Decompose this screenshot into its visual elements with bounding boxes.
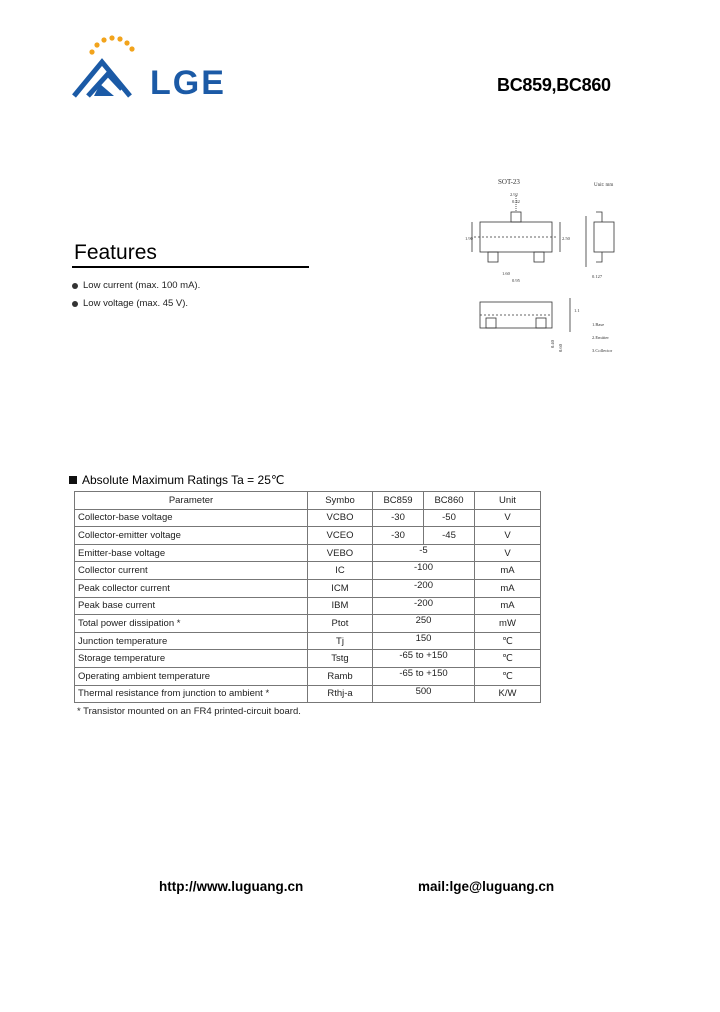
- ratings-heading-text: Absolute Maximum Ratings Ta = 25℃: [82, 473, 285, 487]
- value-cell: -5: [373, 544, 475, 562]
- param-cell: Emitter-base voltage: [75, 544, 308, 562]
- dim-label: 2.50: [562, 236, 570, 241]
- unit-cell: mA: [475, 579, 541, 597]
- square-bullet-icon: [69, 476, 77, 484]
- value-cell: 250: [373, 615, 475, 633]
- param-cell: Collector-emitter voltage: [75, 527, 308, 545]
- ratings-heading: [69, 473, 284, 487]
- value-cell: 150: [373, 632, 475, 650]
- table-row: [75, 650, 541, 668]
- package-name: SOT-23: [498, 178, 520, 186]
- pin-label: 3.Collector: [592, 348, 613, 353]
- value-cell: 500: [373, 685, 475, 703]
- table-row: [75, 615, 541, 633]
- column-header: Unit: [475, 492, 541, 510]
- param-cell: Operating ambient temperature: [75, 667, 308, 685]
- dim-label: 1.1: [574, 308, 580, 313]
- value-cell: -30: [373, 509, 424, 527]
- symbol-cell: VCBO: [308, 509, 373, 527]
- param-cell: Peak base current: [75, 597, 308, 615]
- unit-cell: V: [475, 527, 541, 545]
- param-cell: Junction temperature: [75, 632, 308, 650]
- symbol-cell: Ptot: [308, 615, 373, 633]
- feature-item: [72, 298, 188, 309]
- value-cell: -50: [424, 509, 475, 527]
- unit-cell: V: [475, 544, 541, 562]
- logo-mark-icon: [70, 34, 250, 104]
- value-cell: -30: [373, 527, 424, 545]
- unit-cell: mA: [475, 597, 541, 615]
- symbol-cell: Rthj-a: [308, 685, 373, 703]
- unit-cell: mA: [475, 562, 541, 580]
- table-row: [75, 685, 541, 703]
- symbol-cell: IC: [308, 562, 373, 580]
- website-link[interactable]: http://www.luguang.cn: [159, 879, 304, 894]
- table-row: [75, 509, 541, 527]
- unit-cell: ℃: [475, 667, 541, 685]
- value-cell: -65 to +150: [373, 650, 475, 668]
- symbol-cell: Ramb: [308, 667, 373, 685]
- features-heading: Features: [74, 241, 157, 264]
- value-cell: -65 to +150: [373, 667, 475, 685]
- unit-cell: K/W: [475, 685, 541, 703]
- table-header-row: [75, 492, 541, 510]
- company-logo: [70, 34, 250, 104]
- param-cell: Peak collector current: [75, 579, 308, 597]
- table-row: [75, 527, 541, 545]
- feature-text: Low voltage (max. 45 V).: [83, 298, 189, 309]
- part-number-title: BC859,BC860: [497, 75, 611, 95]
- pin-label: 2.Emitter: [592, 335, 609, 340]
- dim-label: 1.60: [502, 271, 510, 276]
- symbol-cell: VEBO: [308, 544, 373, 562]
- table-row: [75, 597, 541, 615]
- value-cell: -200: [373, 579, 475, 597]
- feature-text: Low current (max. 100 mA).: [83, 280, 201, 291]
- param-cell: Thermal resistance from junction to ambient *: [75, 685, 308, 703]
- table-row: [75, 579, 541, 597]
- param-cell: Collector-base voltage: [75, 509, 308, 527]
- param-cell: Storage temperature: [75, 650, 308, 668]
- dim-label: 0.60: [558, 344, 563, 352]
- symbol-cell: IBM: [308, 597, 373, 615]
- table-footnote: * Transistor mounted on an FR4 printed-circuit board.: [77, 706, 301, 717]
- unit-cell: mW: [475, 615, 541, 633]
- symbol-cell: Tstg: [308, 650, 373, 668]
- dim-label: 0.95: [512, 278, 520, 283]
- logo-text: LGE: [150, 64, 226, 102]
- column-header: BC860: [424, 492, 475, 510]
- bullet-icon: [72, 301, 78, 307]
- dim-label: 0.127: [592, 274, 603, 279]
- table-row: [75, 667, 541, 685]
- dim-label: 1.90: [465, 236, 473, 241]
- symbol-cell: ICM: [308, 579, 373, 597]
- unit-cell: ℃: [475, 632, 541, 650]
- symbol-cell: Tj: [308, 632, 373, 650]
- param-cell: Total power dissipation *: [75, 615, 308, 633]
- unit-label: Unit: mm: [594, 183, 614, 188]
- package-drawing: [462, 172, 632, 362]
- table-row: [75, 544, 541, 562]
- email-link[interactable]: mail:lge@luguang.cn: [418, 879, 555, 894]
- table-row: [75, 632, 541, 650]
- unit-cell: ℃: [475, 650, 541, 668]
- param-cell: Collector current: [75, 562, 308, 580]
- table-row: [75, 562, 541, 580]
- symbol-cell: VCEO: [308, 527, 373, 545]
- dim-label: 0.42: [512, 199, 520, 204]
- column-header: BC859: [373, 492, 424, 510]
- dim-label: 2.92: [510, 192, 518, 197]
- value-cell: -200: [373, 597, 475, 615]
- dim-label: 0.40: [550, 340, 555, 348]
- value-cell: -100: [373, 562, 475, 580]
- unit-cell: V: [475, 509, 541, 527]
- ratings-table: [74, 491, 541, 703]
- feature-item: [72, 280, 200, 291]
- bullet-icon: [72, 283, 78, 289]
- column-header: Parameter: [75, 492, 308, 510]
- pin-label: 1.Base: [592, 322, 605, 327]
- value-cell: -45: [424, 527, 475, 545]
- features-underline: [72, 266, 309, 268]
- column-header: Symbo: [308, 492, 373, 510]
